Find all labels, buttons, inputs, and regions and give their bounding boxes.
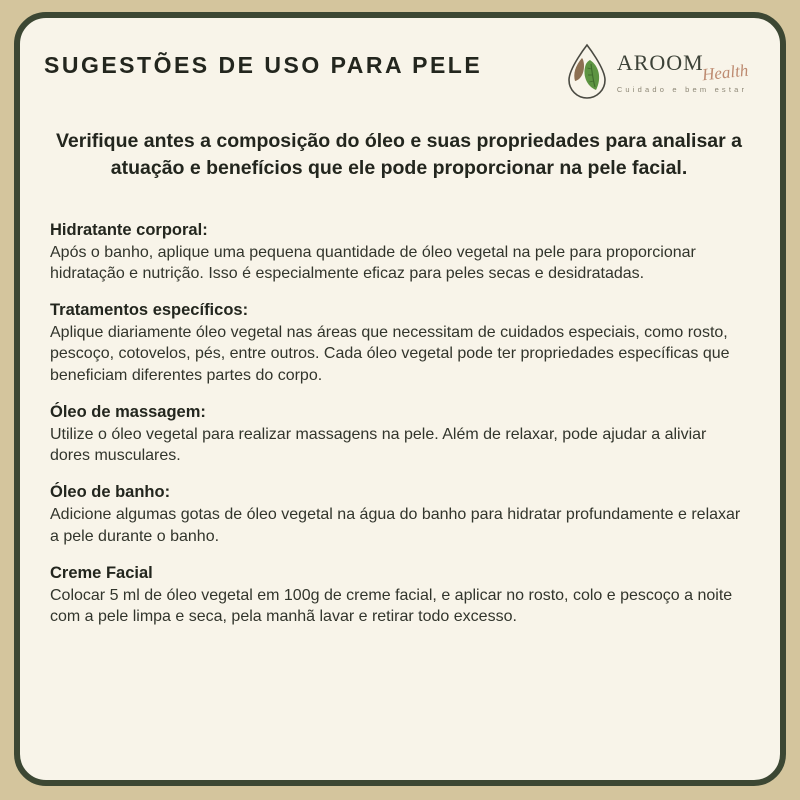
section-creme-facial: [50, 564, 748, 628]
section-body: Após o banho, aplique uma pequena quantidade de óleo vegetal na pele para proporcionar hidratação e nutrição. Isso é especialmente eficaz para peles secas e desidratadas.: [50, 243, 696, 282]
droplet-leaf-icon: [563, 42, 615, 102]
brand-name: AROOM: [616, 50, 704, 75]
intro-text: Verifique antes a composição do óleo e suas propriedades para analisar a atuação e benefícios que ele pode proporcionar na pele facial.: [55, 130, 742, 180]
section-oleo-de-massagem: [50, 403, 748, 467]
brand-tagline: Cuidado e bem estar: [616, 85, 748, 94]
section-heading: Creme Facial: [50, 563, 153, 582]
header: [44, 44, 754, 102]
section-heading: Hidratante corporal:: [50, 220, 208, 239]
section-oleo-de-banho: [50, 483, 748, 547]
brand-suffix: Health: [700, 60, 749, 85]
section-body: Adicione algumas gotas de óleo vegetal na água do banho para hidratar profundamente e relaxar a pele durante o banho.: [50, 506, 741, 545]
content-card: [14, 12, 786, 786]
section-heading: Óleo de banho:: [50, 483, 171, 502]
section-heading: Tratamentos específicos:: [50, 301, 249, 320]
brand-logo: [563, 42, 748, 102]
sections: [44, 221, 754, 628]
section-heading: Óleo de massagem:: [50, 402, 206, 421]
section-hidratante-corporal: [50, 221, 748, 285]
section-body: Colocar 5 ml de óleo vegetal em 100g de creme facial, e aplicar no rosto, colo e pescoço a noite com a pele limpa e seca, pela manhã lavar e retirar todo excesso.: [50, 586, 733, 626]
brand-row: [616, 50, 749, 85]
section-tratamentos-especificos: [50, 301, 748, 386]
page-title: SUGESTÕES DE USO PARA PELE: [44, 52, 483, 78]
section-body: Aplique diariamente óleo vegetal nas áreas que necessitam de cuidados especiais, como rosto, pescoço, cotovelos, pés, entre outros. Cada óleo vegetal pode ter propriedades específicas que beneficiam diferentes partes do corpo.: [50, 324, 730, 384]
logo-text: [617, 42, 748, 94]
section-body: Utilize o óleo vegetal para realizar massagens na pele. Além de relaxar, pode ajudar a aliviar dores musculares.: [50, 425, 707, 465]
